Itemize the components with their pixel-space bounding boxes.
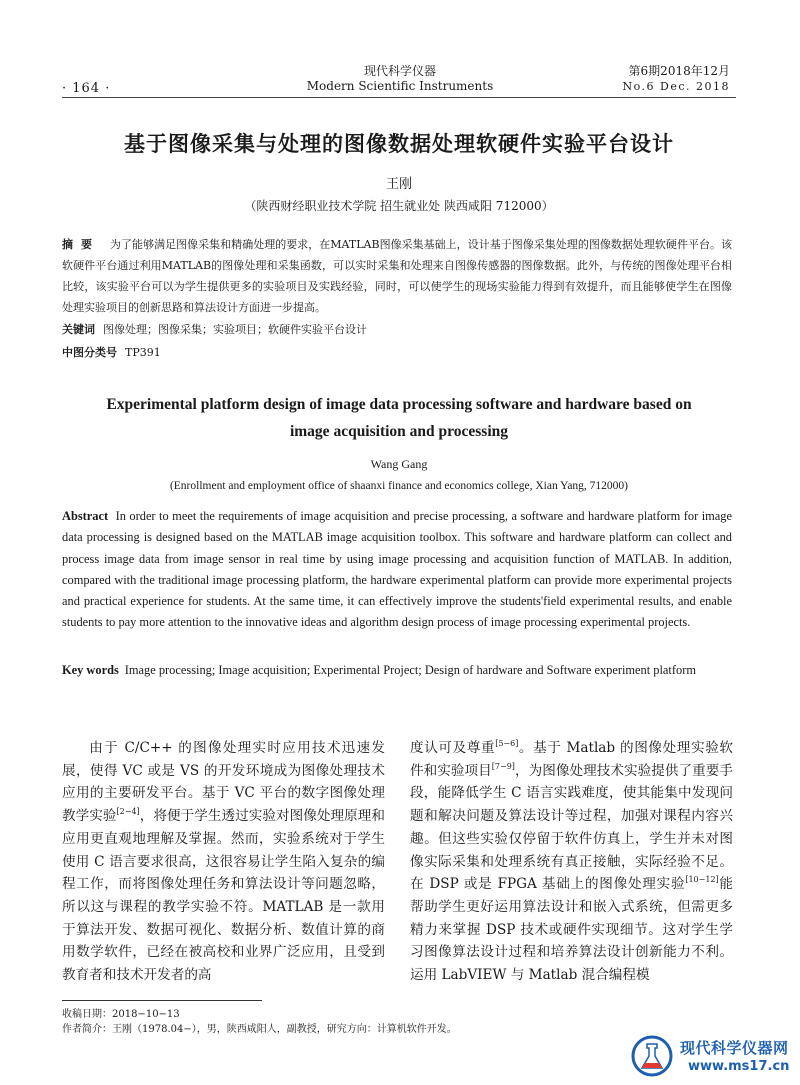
keywords-zh — [62, 321, 732, 337]
body-column-right — [410, 737, 733, 987]
keywords-en-text: Image processing; Image acquisition; Experimental Project; Design of hardware and Software experiment platform — [124, 663, 696, 677]
journal-name-zh: 现代科学仪器 — [363, 64, 436, 78]
paper-title-en-line1: Experimental platform design of image data processing software and hardware based on — [106, 396, 692, 413]
issue-en: No.6 Dec. 2018 — [622, 80, 730, 93]
affiliation-zh: （陕西财经职业技术学院 招生就业处 陕西咸阳 712000） — [244, 199, 554, 213]
affiliation-en: (Enrollment and employment office of shaanxi finance and economics college, Xian Yang, 712000) — [169, 480, 629, 492]
header-divider — [62, 97, 736, 98]
footnote-author-info: 作者简介：王刚（1978.04−），男，陕西咸阳人，副教授，研究方向：计算机软件开发。 — [62, 1024, 457, 1035]
journal-name — [250, 64, 550, 94]
abstract-zh-text: 为了能够满足图像采集和精确处理的要求，在MATLAB图像采集基础上，设计基于图像采集处理的图像数据处理软硬件平台。该软硬件平台通过利用MATLAB的图像处理和采集函数，可以实时采集和处理来自图像传感器的图像数据。此外，与传统的图像处理平台相比较，该实验平台可以为学生提供更多的实验项目及实践经验，同时，可以使学生的现场实验能力得到有效提升，而且能够使学生在图像处理实验项目的创新思路和算法设计方面进一步提高。 — [62, 238, 732, 314]
keywords-en — [62, 660, 732, 681]
flask-logo-icon — [630, 1034, 674, 1078]
body-text: 。基于 Matlab 的图像处理实验软件和实验项目 — [410, 740, 733, 779]
abstract-zh — [62, 234, 732, 318]
journal-name-en: Modern Scientific Instruments — [306, 79, 494, 93]
abstract-en-text: In order to meet the requirements of image acquisition and precise processing, a software and hardware platform for image data processing is designed based on the MATLAB image acquisition toolbox. This software and hardware platform can collect and process image data from image sensor in real time by using image processing and acquisition function of MATLAB. In addition, compared with the traditional image processing platform, the hardware experimental platform can provide more experimental projects and practical experience for students. At the same time, it can effectively improve the students'field experimental results, and enable students to pay more attention to the innovative ideas and algorithm design process of image processing experimental projects. — [62, 509, 732, 630]
issue-info — [622, 64, 730, 94]
keywords-zh-text: 图像处理；图像采集；实验项目；软硬件实验平台设计 — [103, 323, 367, 336]
paper-title-en — [62, 391, 736, 445]
issue-zh: 第6期2018年12月 — [628, 64, 730, 78]
citation: [5−6] — [495, 739, 519, 748]
body-text: 能帮助学生更好运用算法设计和嵌入式系统，但需更多精力来掌握 DSP 技术或硬件实现细节。这对学生学习图像算法设计过程和培养算法设计创新能力不利。运用 LabVIEW 与 Matlab 混合编程模 — [410, 876, 733, 984]
abstract-en — [62, 506, 732, 634]
classification-zh-label: 中图分类号 — [62, 346, 117, 359]
author-zh: 王刚 — [385, 177, 412, 192]
citation: [2−4] — [116, 807, 140, 817]
abstract-zh-label: 摘要 — [62, 238, 101, 251]
watermark-logo — [630, 1029, 800, 1085]
classification-zh — [62, 344, 732, 360]
body-paragraph — [410, 737, 733, 987]
abstract-en-label: Abstract — [62, 509, 109, 523]
citation: [10−12] — [685, 875, 719, 885]
citation: [7−9] — [491, 761, 515, 771]
body-text: ，为图像处理技术实验提供了重要手段，能降低学生 C 语言实践难度，使其能集中发现问题和解决问题及算法设计等过程，加强对课程内容兴趣。但这些实验仅停留于软件仿真上，学生并未对图像实际采集和处理系统有真正接触，实际经验不足。在 DSP 或是 FPGA 基础上的图像处理实验 — [410, 762, 734, 893]
watermark-url: www.ms17.cn — [688, 1059, 790, 1074]
paper-title-zh: 基于图像采集与处理的图像数据处理软硬件实验平台设计 — [124, 131, 674, 156]
footnote-received: 收稿日期：2018−10−13 — [62, 1009, 180, 1020]
keywords-zh-label: 关键词 — [62, 323, 95, 336]
body-text: ，将便于学生透过实验对图像处理原理和应用更直观地理解及掌握。然而，实验系统对于学生使用 C 语言要求很高，这很容易让学生陷入复杂的编程工作，而将图像处理任务和算法设计等问题忽略，所以这与课程的教学实验不符。MATLAB 是一款用于算法开发、数据可视化、数据分析、数值计算的商用数学软件，已经在被高校和业界广泛应用，且受到教育者和技术开发者的高 — [62, 808, 386, 984]
classification-zh-text: TP391 — [125, 346, 161, 359]
watermark-title: 现代科学仪器网 — [680, 1039, 789, 1057]
author-en: Wang Gang — [370, 457, 428, 471]
body-column-left — [62, 737, 385, 987]
body-paragraph — [62, 737, 385, 987]
keywords-en-label: Key words — [62, 663, 119, 677]
footnote-divider — [62, 1000, 262, 1001]
page-number: · 164 · — [62, 81, 111, 96]
body-text: 度认可及尊重 — [410, 740, 496, 756]
paper-title-en-line2: image acquisition and processing — [289, 423, 509, 440]
body-text: 由于 C/C++ 的图像处理实时应用技术迅速发展，使得 VC 或是 VS 的开发环境成为图像处理技术应用的主要研发平台。基于 VC 平台的数字图像处理教学实验 — [62, 740, 385, 825]
